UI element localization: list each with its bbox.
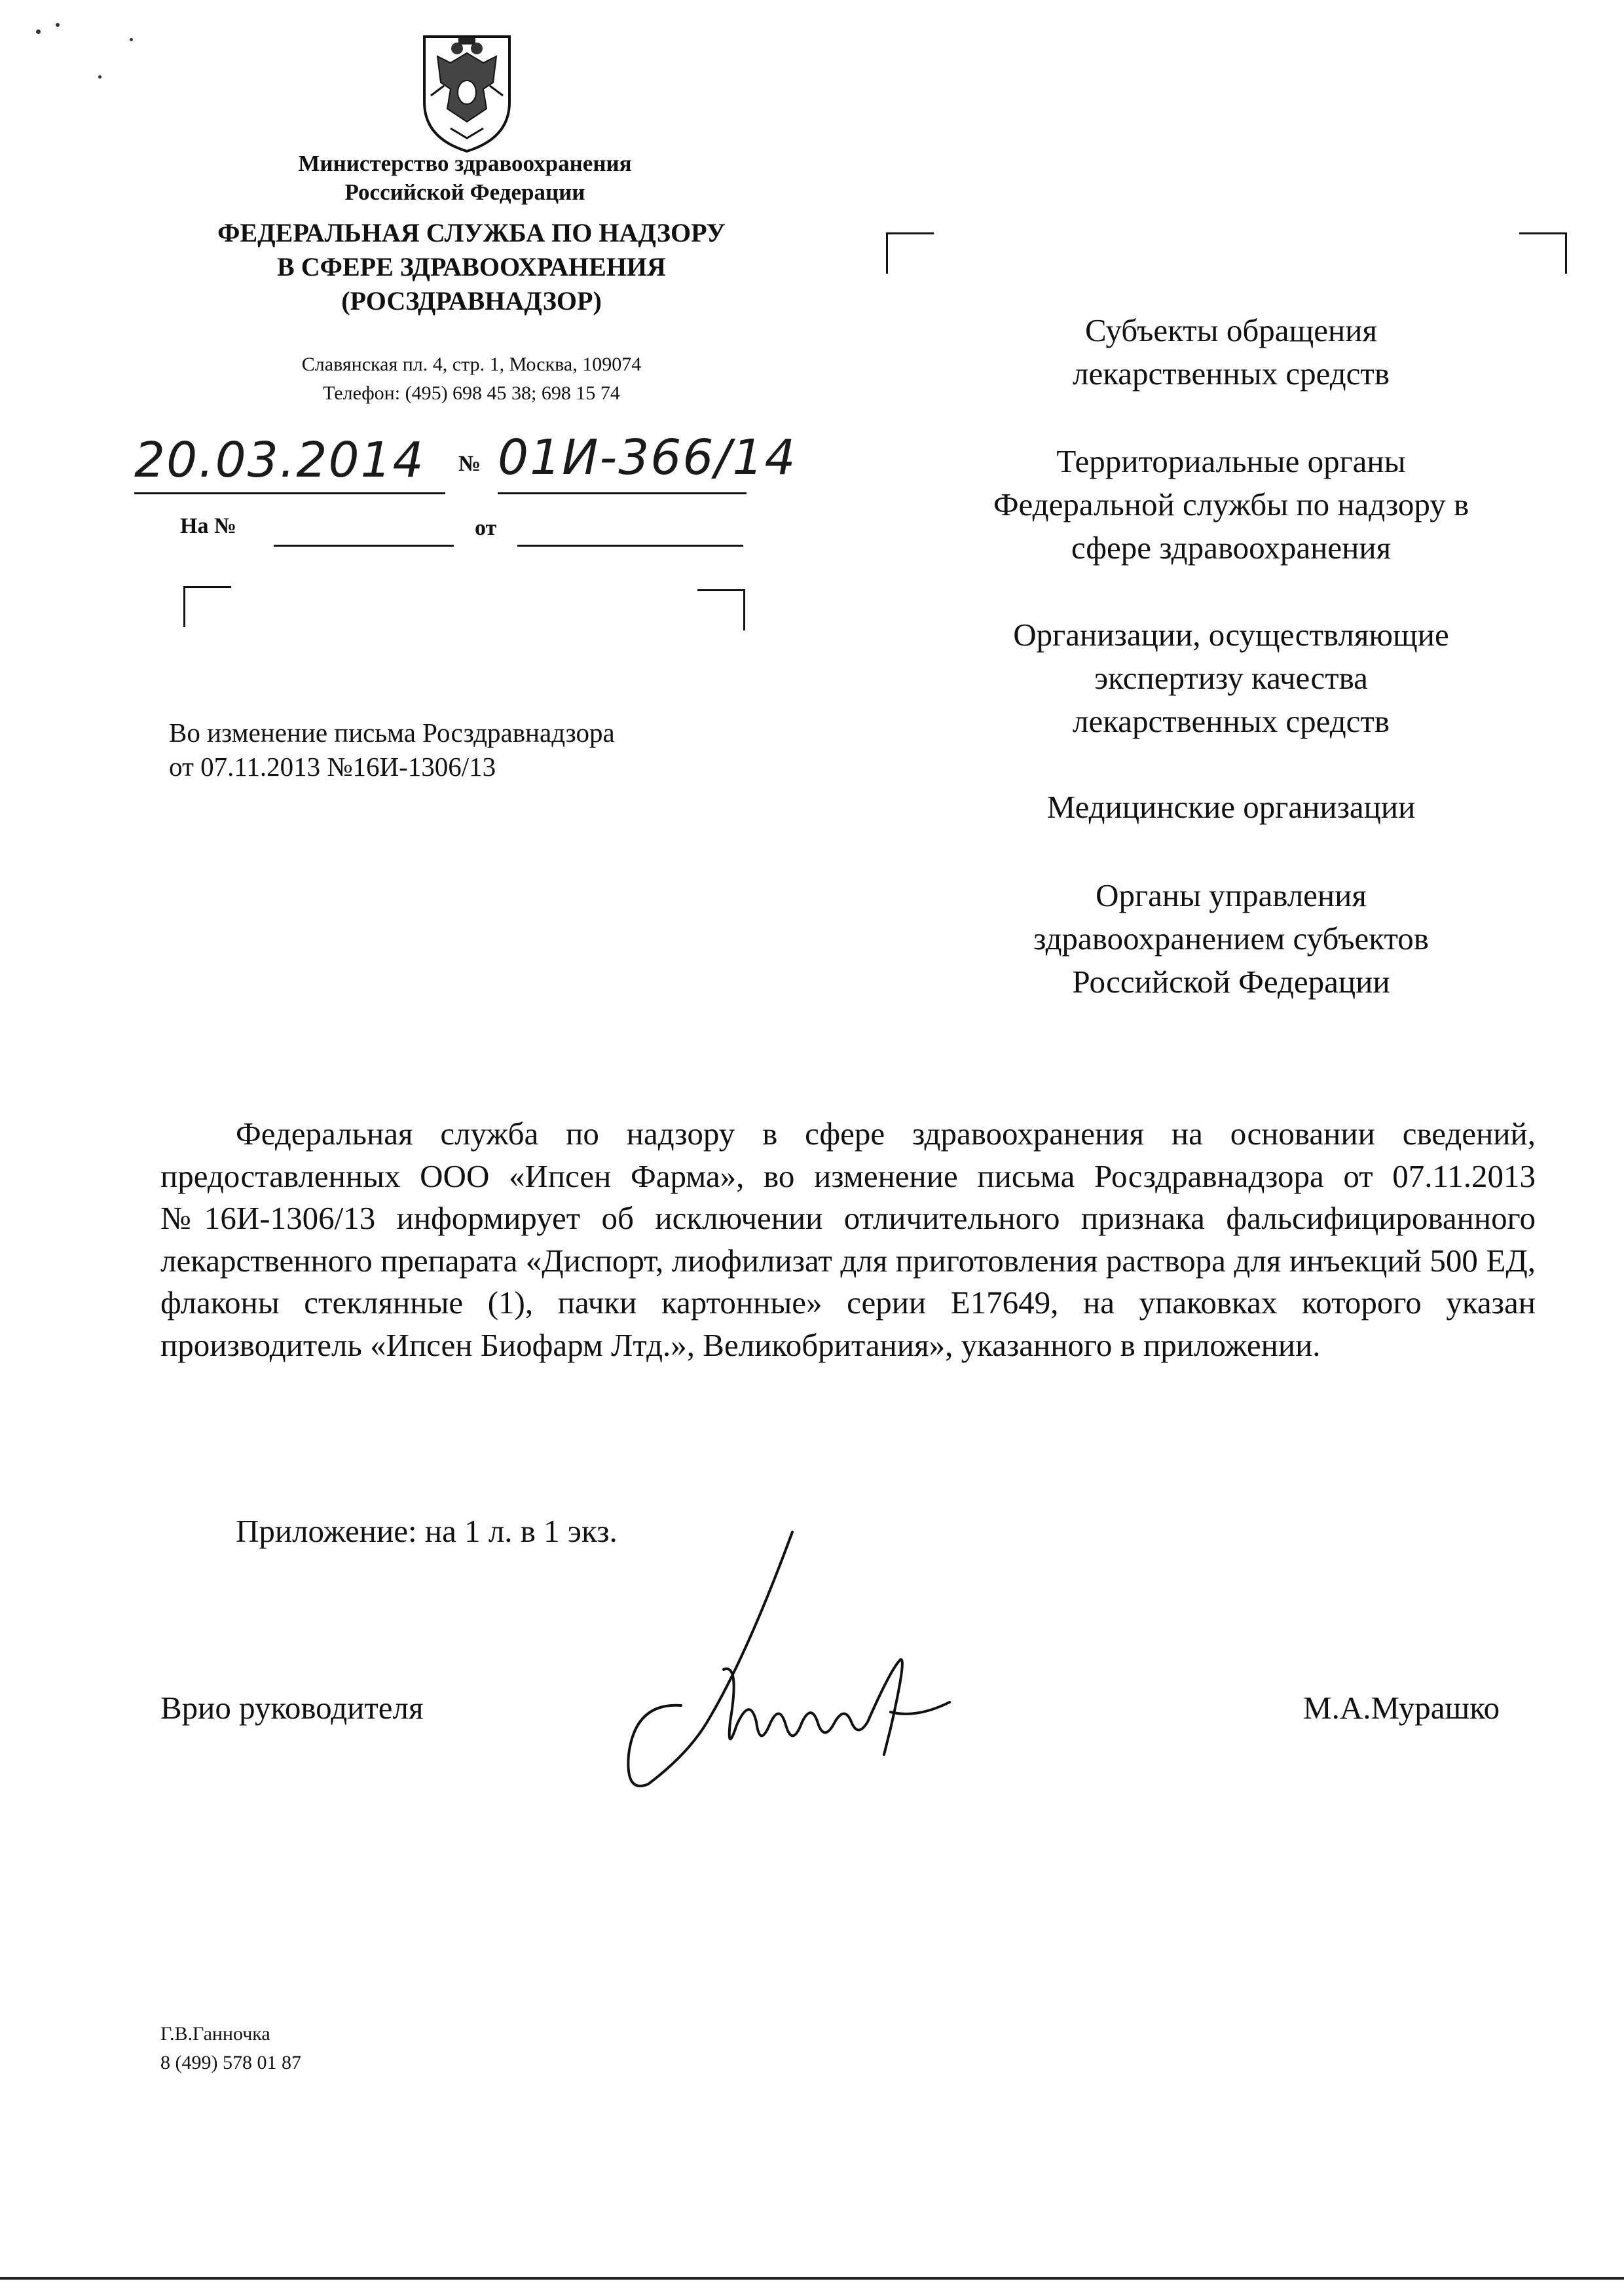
reply-from-label: от	[475, 516, 497, 540]
addressee-2	[904, 440, 1559, 570]
scan-speck	[36, 29, 41, 34]
letterhead-address: Славянская пл. 4, стр. 1, Москва, 109074	[301, 354, 642, 375]
addressee-2-line-3: сфере здравоохранения	[1071, 530, 1392, 566]
number-sign: №	[458, 452, 481, 476]
addressee-2-line-1: Территориальные органы	[1056, 443, 1406, 479]
addressee-4-line-1: Медицинские организации	[1046, 789, 1416, 825]
addressee-2-line-2: Федеральной службы по надзору в	[993, 486, 1469, 522]
subject-line-1: Во изменение письма Росздравнадзора	[169, 718, 615, 748]
subject-line-2: от 07.11.2013 №16И-1306/13	[169, 752, 496, 782]
addressee-1-line-1: Субъекты обращения	[1084, 312, 1377, 348]
attachment-note: Приложение: на 1 л. в 1 экз.	[236, 1513, 618, 1549]
addressee-3-line-2: экспертизу качества	[1094, 660, 1368, 696]
addressee-3-line-3: лекарственных средств	[1073, 703, 1390, 739]
addressee-5-line-2: здравоохранением субъектов	[1033, 920, 1429, 957]
address-block-corner-tr	[1519, 232, 1567, 274]
addressee-1	[904, 309, 1559, 395]
address-block-corner-tl	[886, 232, 934, 274]
left-block-corner-tr	[697, 589, 745, 630]
coat-of-arms-emblem-icon	[411, 24, 523, 155]
subject-line	[169, 716, 758, 784]
addressee-5	[904, 874, 1559, 1004]
body-paragraph: Федеральная служба по надзору в сфере здравоохранения на основании сведений, предоставленных ООО «Ипсен Фарма», во изменение письма Росздравнадзора от 07.11.2013 №16И-1306/13 информирует об исключении отличительного признака фальсифицированного лекарственного препарата «Диспорт, лиофилизат для приготовления раствора для инъекций 500 ЕД, флаконы стеклянные (1), пачки картонные» серии Е17649, на упаковках которого указан производитель «Ипсен Биофарм Лтд.», Великобритания», указанного в приложении.	[160, 1116, 1536, 1363]
letterhead-phone: Телефон: (495) 698 45 38; 698 15 74	[323, 382, 620, 404]
handwritten-date: 20.03.2014	[134, 432, 425, 488]
handwritten-signature-icon	[609, 1506, 1015, 1820]
addressee-5-line-1: Органы управления	[1096, 877, 1367, 913]
service-line-1: ФЕДЕРАЛЬНАЯ СЛУЖБА ПО НАДЗОРУ	[217, 218, 726, 247]
executor-name: Г.В.Ганночка	[160, 2023, 270, 2045]
ministry-line-1: Министерство здравоохранения	[298, 151, 632, 176]
addressee-1-line-2: лекарственных средств	[1073, 355, 1390, 392]
service-line-3: (РОСЗДРАВНАДЗОР)	[341, 286, 602, 316]
addressee-5-line-3: Российской Федерации	[1072, 964, 1390, 1000]
handwritten-number: 01И-366/14	[498, 429, 797, 486]
reply-number-label: На №	[180, 514, 237, 538]
page-bottom-rule	[0, 2277, 1624, 2280]
scan-speck	[56, 23, 60, 27]
addressee-3-line-1: Организации, осуществляющие	[1013, 617, 1449, 653]
signatory-name: М.А.Мурашко	[1303, 1690, 1500, 1726]
scan-speck	[130, 38, 133, 41]
addressee-3	[904, 613, 1559, 743]
left-block-corner-tl	[183, 586, 231, 627]
ministry-line-2: Российской Федерации	[344, 179, 585, 205]
signatory-role: Врио руководителя	[160, 1690, 424, 1726]
ministry-name	[203, 149, 727, 207]
letterhead-contacts	[196, 350, 747, 408]
service-name	[131, 216, 812, 318]
scan-speck	[98, 75, 101, 79]
service-line-2: В СФЕРЕ ЗДРАВООХРАНЕНИЯ	[277, 252, 666, 282]
executor-phone: 8 (499) 578 01 87	[160, 2052, 301, 2073]
addressee-4	[904, 786, 1559, 829]
